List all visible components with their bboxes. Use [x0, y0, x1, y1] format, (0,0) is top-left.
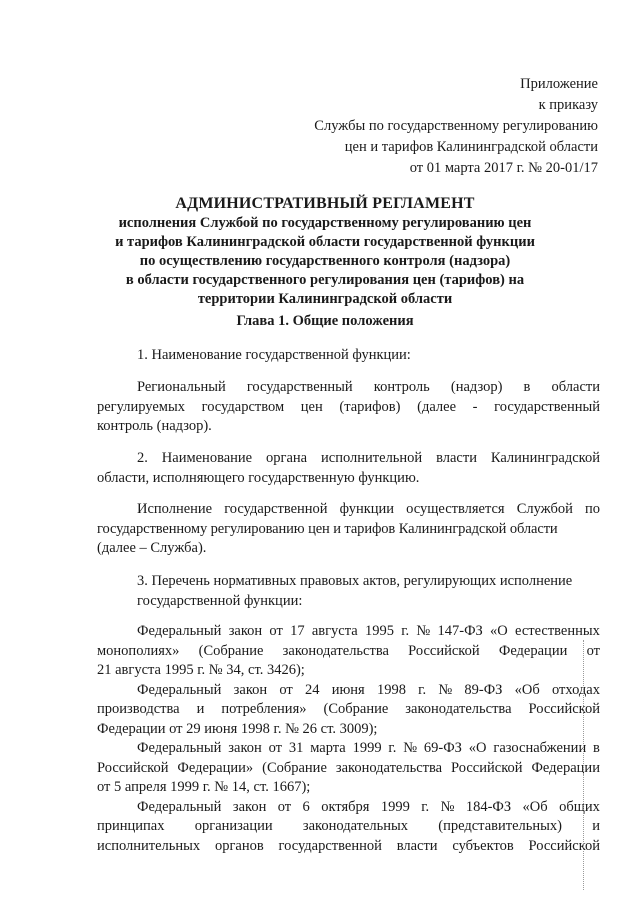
word: Федеральный: [137, 623, 222, 639]
annex-line: к приказу: [538, 97, 598, 113]
word: «О: [490, 623, 508, 639]
law-item: [97, 681, 600, 740]
word: 1998: [376, 681, 406, 698]
word: цен: [300, 398, 323, 415]
word: Федеральный: [137, 798, 222, 815]
laws-list: [97, 622, 600, 856]
word: закон: [228, 623, 263, 639]
word: 1995: [364, 623, 394, 639]
word: Федерации»: [177, 759, 254, 776]
word: (Собрание: [198, 642, 264, 659]
word: (Собрание: [323, 701, 389, 717]
title-main: АДМИНИСТРАТИВНЫЙ РЕГЛАМЕНТ: [175, 195, 475, 212]
word: Российской: [97, 759, 169, 776]
word: по: [584, 501, 600, 517]
word: от: [279, 681, 293, 698]
word: области: [551, 379, 600, 395]
law-item: [97, 622, 600, 681]
word: Российской: [408, 642, 480, 659]
body-line: контроль (надзор).: [97, 418, 212, 434]
word: закон: [228, 740, 262, 756]
section-2-body: [97, 500, 600, 559]
word: Исполнение: [137, 501, 213, 517]
word: от: [586, 642, 600, 659]
word: исполнительных: [97, 837, 201, 854]
word: естественных: [515, 623, 600, 639]
word: организации: [194, 818, 273, 834]
word: 31: [288, 740, 304, 756]
word: Калининградской: [490, 450, 600, 466]
body-line: от 5 апреля 1999 г. № 14, ст. 1667);: [97, 779, 311, 795]
word: «Об: [514, 681, 540, 698]
heading-text: 3. Перечень нормативных правовых актов, регулирующих исполнение: [137, 573, 573, 589]
word: (представительных): [438, 818, 562, 834]
chapter-heading: Глава 1. Общие положения: [236, 313, 414, 329]
body-line: области, исполняющего государственную функцию.: [97, 469, 420, 486]
word: государственный: [246, 379, 353, 395]
word: от: [268, 740, 283, 756]
word: и: [196, 701, 205, 717]
word: 1999: [352, 740, 382, 756]
justified-line: [97, 500, 600, 520]
word: в: [523, 379, 531, 395]
word: 2.: [137, 450, 148, 466]
word: №: [416, 623, 431, 639]
word: субъектов: [452, 837, 514, 854]
body-line: государственному регулированию цен и тарифов Калининградской области: [97, 520, 558, 537]
word: власти: [436, 450, 477, 466]
word: Федеральный: [137, 681, 222, 698]
word: г.: [421, 798, 430, 815]
word: июня: [331, 681, 365, 698]
word: государственной: [224, 501, 328, 517]
word: производства: [97, 701, 180, 717]
word: контроль: [373, 379, 430, 395]
word: Российской: [451, 759, 523, 776]
section-1-body: [97, 378, 600, 437]
word: г.: [418, 681, 427, 698]
word: в: [593, 740, 600, 756]
word: №: [403, 740, 418, 756]
justified-line: [97, 817, 600, 837]
word: августа: [311, 623, 358, 639]
word: 89-ФЗ: [464, 681, 503, 698]
word: законодательства: [282, 642, 389, 659]
word: Российской: [528, 837, 600, 854]
justified-line: [97, 622, 600, 642]
word: функции: [339, 501, 395, 517]
law-item: [97, 798, 600, 857]
word: государственной: [278, 837, 382, 854]
word: 6: [302, 798, 310, 815]
word: исполнительной: [321, 450, 423, 466]
word: 184-ФЗ: [465, 798, 512, 815]
word: Федерации: [498, 642, 568, 659]
word: потребления»: [221, 701, 307, 717]
title-line: в области государственного регулирования цен (тарифов) на: [125, 272, 525, 288]
body-line: (далее – Служба).: [97, 540, 207, 556]
word: законодательства: [405, 701, 512, 717]
word: «Об: [522, 798, 548, 815]
justified-line: [97, 449, 600, 469]
word: органов: [214, 837, 264, 854]
annex-line: от 01 марта 2017 г. № 20-01/17: [409, 160, 598, 176]
law-item: [97, 739, 600, 798]
word: 147-ФЗ: [437, 623, 483, 639]
word: государственный: [494, 398, 600, 415]
word: газоснабжении: [493, 740, 587, 756]
word: 69-ФЗ: [423, 740, 462, 756]
word: -: [472, 398, 478, 415]
word: от: [277, 798, 292, 815]
justified-line: [97, 398, 600, 418]
justified-line: [97, 739, 600, 759]
word: общих: [559, 798, 600, 815]
word: марта: [310, 740, 346, 756]
word: г.: [388, 740, 397, 756]
scan-margin-mark: [583, 640, 585, 890]
title-line: территории Калининградской области: [197, 291, 453, 307]
word: регулируемых: [97, 398, 185, 415]
body-line: 21 августа 1995 г. № 34, ст. 3426);: [97, 662, 305, 678]
justified-line: [97, 378, 600, 398]
word: (тарифов): [339, 398, 401, 415]
justified-line: [97, 681, 600, 701]
document-title: [100, 194, 550, 309]
title-line: и тарифов Калининградской области государственной функции: [115, 234, 535, 250]
word: от: [269, 623, 283, 639]
justified-line: [97, 759, 600, 779]
section-3-heading: [97, 572, 600, 611]
word: органа: [266, 450, 308, 466]
justified-line: [97, 642, 600, 662]
word: «О: [468, 740, 487, 756]
word: г.: [401, 623, 410, 639]
word: Федеральный: [137, 740, 222, 756]
section-1-heading: [97, 346, 600, 366]
title-line: исполнения Службой по государственному регулированию цен: [118, 215, 532, 231]
word: №: [440, 798, 455, 815]
word: Службой: [516, 501, 573, 517]
word: (надзор): [450, 379, 503, 395]
title-line: по осуществлению государственного контроля (надзора): [139, 253, 511, 269]
word: Наименование: [161, 450, 253, 466]
annex-line: Службы по государственному регулированию: [314, 118, 598, 134]
word: Российской: [528, 701, 600, 717]
section-2-heading: [97, 449, 600, 488]
word: закон: [233, 681, 268, 698]
word: осуществляется: [406, 501, 505, 517]
word: Региональный: [137, 379, 226, 395]
word: законодательных: [302, 818, 409, 834]
annex-line: Приложение: [520, 76, 598, 92]
annex-block: [314, 74, 598, 179]
word: власти: [396, 837, 438, 854]
word: и: [592, 818, 600, 834]
word: государством: [201, 398, 285, 415]
word: монополиях»: [97, 642, 180, 659]
word: 1999: [380, 798, 410, 815]
heading-text: государственной функции:: [137, 592, 303, 609]
body-line: Федерации от 29 июня 1998 г. № 26 ст. 3009);: [97, 720, 378, 737]
word: Федерации: [531, 759, 600, 776]
word: 17: [290, 623, 305, 639]
word: 24: [304, 681, 320, 698]
heading-text: 1. Наименование государственной функции:: [137, 347, 411, 363]
word: законодательства: [335, 759, 443, 776]
justified-line: [97, 798, 600, 818]
word: закон: [232, 798, 267, 815]
word: №: [438, 681, 453, 698]
annex-line: цен и тарифов Калининградской области: [344, 139, 598, 155]
justified-line: [97, 700, 600, 720]
word: (Собрание: [262, 759, 327, 776]
justified-line: [97, 837, 600, 857]
word: октября: [321, 798, 370, 815]
word: отходах: [552, 681, 600, 698]
word: (далее: [417, 398, 457, 415]
word: принципах: [97, 818, 165, 834]
